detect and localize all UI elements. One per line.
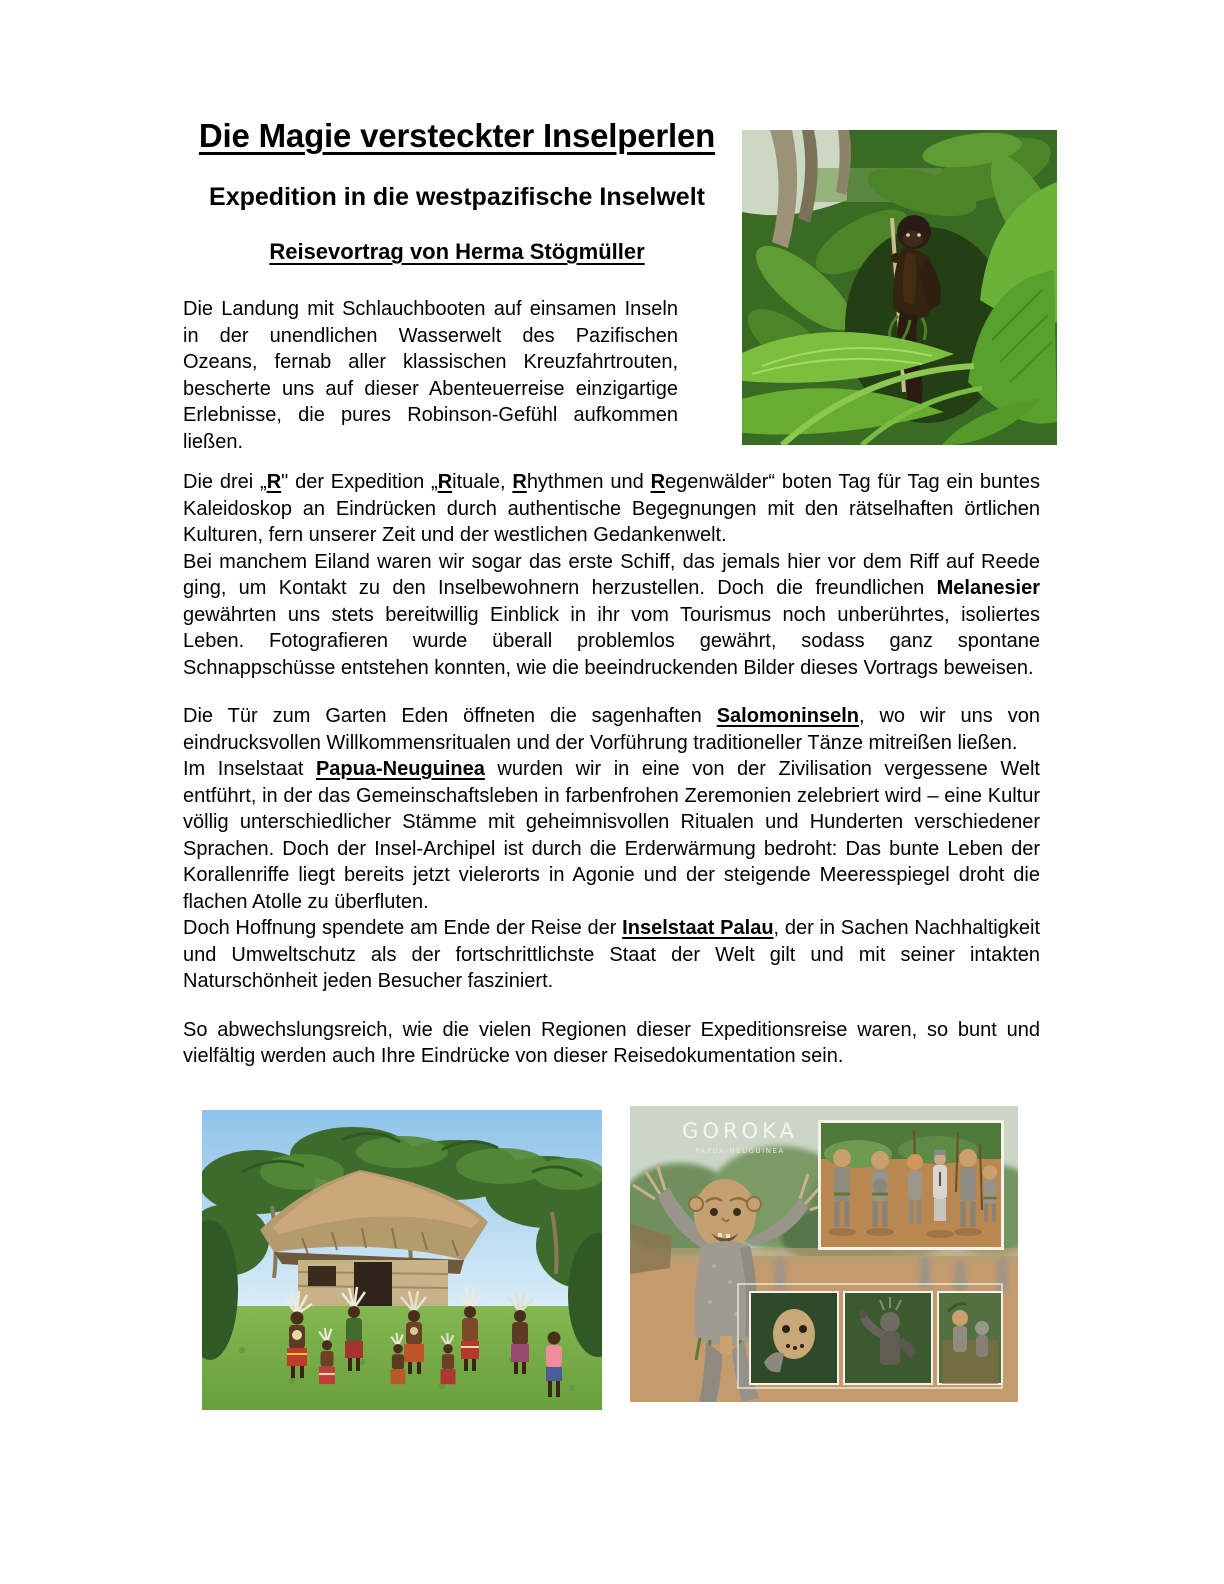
byline: Reisevortrag von Herma Stögmüller bbox=[269, 239, 645, 264]
heading-block bbox=[183, 0, 731, 265]
page-subtitle: Expedition in die westpazifische Inselwelt bbox=[209, 183, 705, 211]
goroka-subtitle-text: PAPUA-NEUGUINEA bbox=[695, 1146, 785, 1155]
photo-row bbox=[183, 1108, 1040, 1414]
inset-photo-strip bbox=[738, 1284, 1002, 1388]
inset-dancer bbox=[844, 1292, 932, 1384]
inset-mask-closeup bbox=[750, 1292, 838, 1384]
inset-photo-mudmen-group bbox=[818, 1120, 1004, 1250]
village-group-illustration bbox=[202, 1110, 602, 1410]
inset-visitor-figure bbox=[933, 1150, 947, 1221]
goroka-collage-illustration bbox=[630, 1106, 1018, 1402]
paragraph-intro: Die Landung mit Schlauchbooten auf einsamen Inseln in der unendlichen Wasserwelt des Pazifischen Ozeans, fernab aller klassischen Kreuzfahrtrouten, bescherte uns auf dieser Abenteuerreise einzigartige Erlebnisse, die pures Robinson-Gefühl aufkommen ließen. bbox=[183, 298, 678, 453]
goroka-title-text: GOROKA bbox=[682, 1118, 798, 1143]
photo-goroka-collage bbox=[630, 1106, 1018, 1402]
paragraph-closing: So abwechslungsreich, wie die vielen Regionen dieser Expeditionsreise waren, so bunt und vielfältig werden auch Ihre Eindrücke von dieser Reisedokumentation sein. bbox=[183, 1018, 1040, 1067]
page-title: Die Magie versteckter Inselperlen bbox=[198, 117, 716, 154]
paragraph-islands: Die Tür zum Garten Eden öffneten die sagenhaften Salomoninseln, wo wir uns von eindrucksvollen Willkommensritualen und der Vorführung traditioneller Tänze mitreißen ließen. Im Inselstaat Papua-Neuguinea wurden wir in eine von der Zivilisation vergessene Welt entführt, in der das Gemeinschaftsleben in farbenfrohen Zeremonien zelebriert wird – eine Kultur völlig unterschiedlicher Stämme mit geheimnisvollen Ritualen und Hunderten verschiedener Sprachen. Doch der Insel-Archipel ist durch die Erderwärmung bedroht: Das bunte Leben der Korallenriffe liegt bereits jetzt vielerorts in Agonie und der steigende Meeresspiegel droht die flachen Atolle zu überfluten. Doch Hoffnung spendete am Ende der Reise der Inselstaat Palau, der in Sachen Nachhaltigkeit und Umweltschutz als der fortschrittlichste Staat der Welt gilt und mit seiner intakten Naturschönheit jeden Besucher fasziniert. bbox=[183, 705, 1041, 992]
paragraph-expedition: Die drei „R" der Expedition „Rituale, Rhythmen und Regenwälder“ boten Tag für Tag ein buntes Kaleidoskop an Eindrücken durch authentische Begegnungen mit den rätselhaften örtlichen Kulturen, fern unserer Zeit und der westlichen Gedankenwelt. Bei manchem Eiland waren wir sogar das erste Schiff, das jemals hier vor dem Riff auf Reede ging, um Kontakt zu den Inselbewohnern herzustellen. Doch die freundlichen Melanesier gewährten uns stets bereitwillig Einblick in ihr vom Tourismus noch unberührtes, isoliertes Leben. Fotografieren wurde überall problemlos gewährt, sodass ganz spontane Schnappschüsse entstehen konnten, wie die beeindruckenden Bilder dieses Vortrags beweisen. bbox=[183, 471, 1040, 679]
inset-pair bbox=[938, 1292, 1002, 1384]
photo-village-group bbox=[202, 1110, 602, 1410]
